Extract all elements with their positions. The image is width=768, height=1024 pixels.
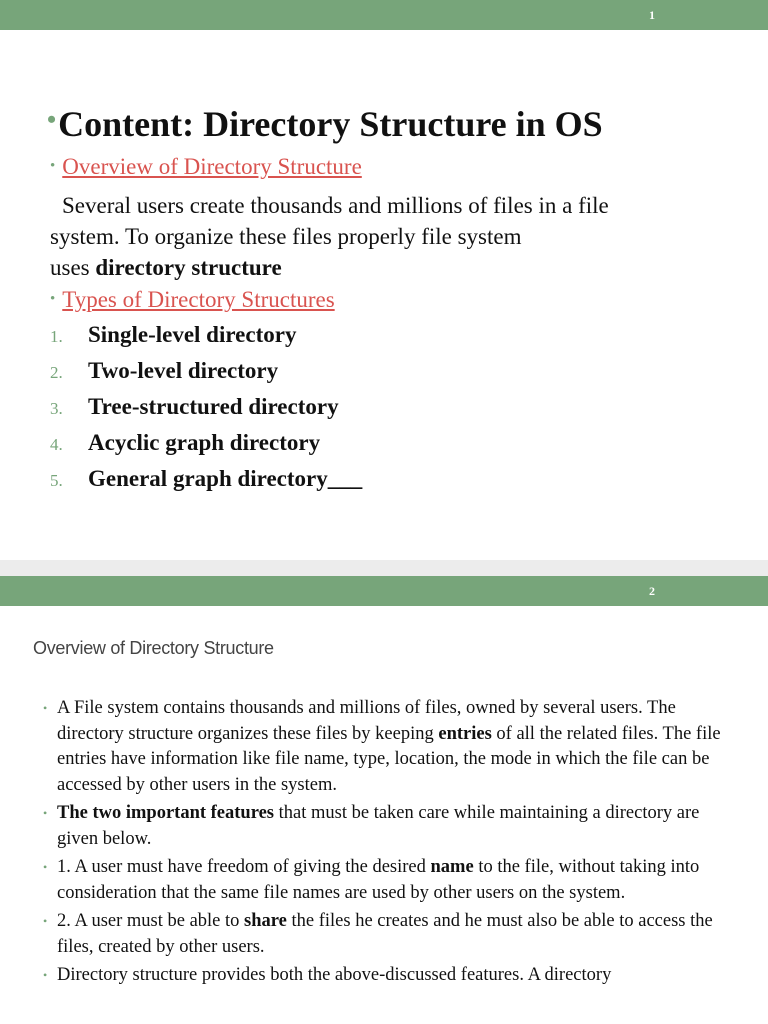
list-item: 3. Tree-structured directory	[50, 394, 339, 419]
list-item: 2. Two-level directory	[50, 358, 279, 383]
slide-title: •Content: Directory Structure in OS	[47, 104, 603, 144]
list-item: • A File system contains thousands and millions of files, owned by several users. The directory structure organizes these files by keeping entries of all the related files. The file entries have information like file name, type, location, the mode in which the file can be accessed by other users in the system.	[43, 698, 721, 795]
list-item: • The two important features that must be taken care while maintaining a directory are given below.	[43, 803, 700, 849]
types-link-line	[50, 287, 335, 313]
list-item: • Directory structure provides both the above-discussed features. A directory	[43, 963, 743, 989]
intro-paragraph: Several users create thousands and millions of files in a file system. To organize these files properly file system uses directory structure	[50, 193, 609, 280]
slide-header-bar	[0, 576, 768, 606]
page-number: 1	[649, 8, 655, 22]
slide-heading: Overview of Directory Structure	[33, 638, 274, 658]
bullet-icon: •	[50, 158, 56, 174]
bullet-list	[43, 696, 743, 992]
slide-separator	[0, 560, 768, 576]
list-item: • 2. A user must be able to share the files he creates and he must also be able to access the files, created by other users.	[43, 911, 713, 957]
bullet-icon: •	[43, 914, 48, 928]
bullet-icon: •	[43, 806, 48, 820]
list-item: 1. Single-level directory	[50, 322, 297, 347]
slide-2	[0, 576, 768, 1024]
list-item: 5. General graph directory___	[50, 466, 363, 491]
overview-link-line	[50, 154, 362, 180]
bullet-icon: •	[50, 291, 56, 307]
list-item: 4. Acyclic graph directory	[50, 430, 321, 455]
bullet-icon: •	[47, 105, 57, 134]
bullet-icon: •	[43, 968, 48, 982]
overview-link[interactable]: Overview of Directory Structure	[62, 154, 362, 179]
bullet-icon: •	[43, 701, 48, 715]
types-link[interactable]: Types of Directory Structures	[62, 287, 335, 312]
slide-header-bar	[0, 0, 768, 30]
bullet-icon: •	[43, 860, 48, 874]
list-item: • 1. A user must have freedom of giving the desired name to the file, without taking into consideration that the same file names are used by other users on the system.	[43, 857, 700, 903]
page-number: 2	[649, 584, 655, 598]
directory-types-list	[50, 322, 362, 502]
